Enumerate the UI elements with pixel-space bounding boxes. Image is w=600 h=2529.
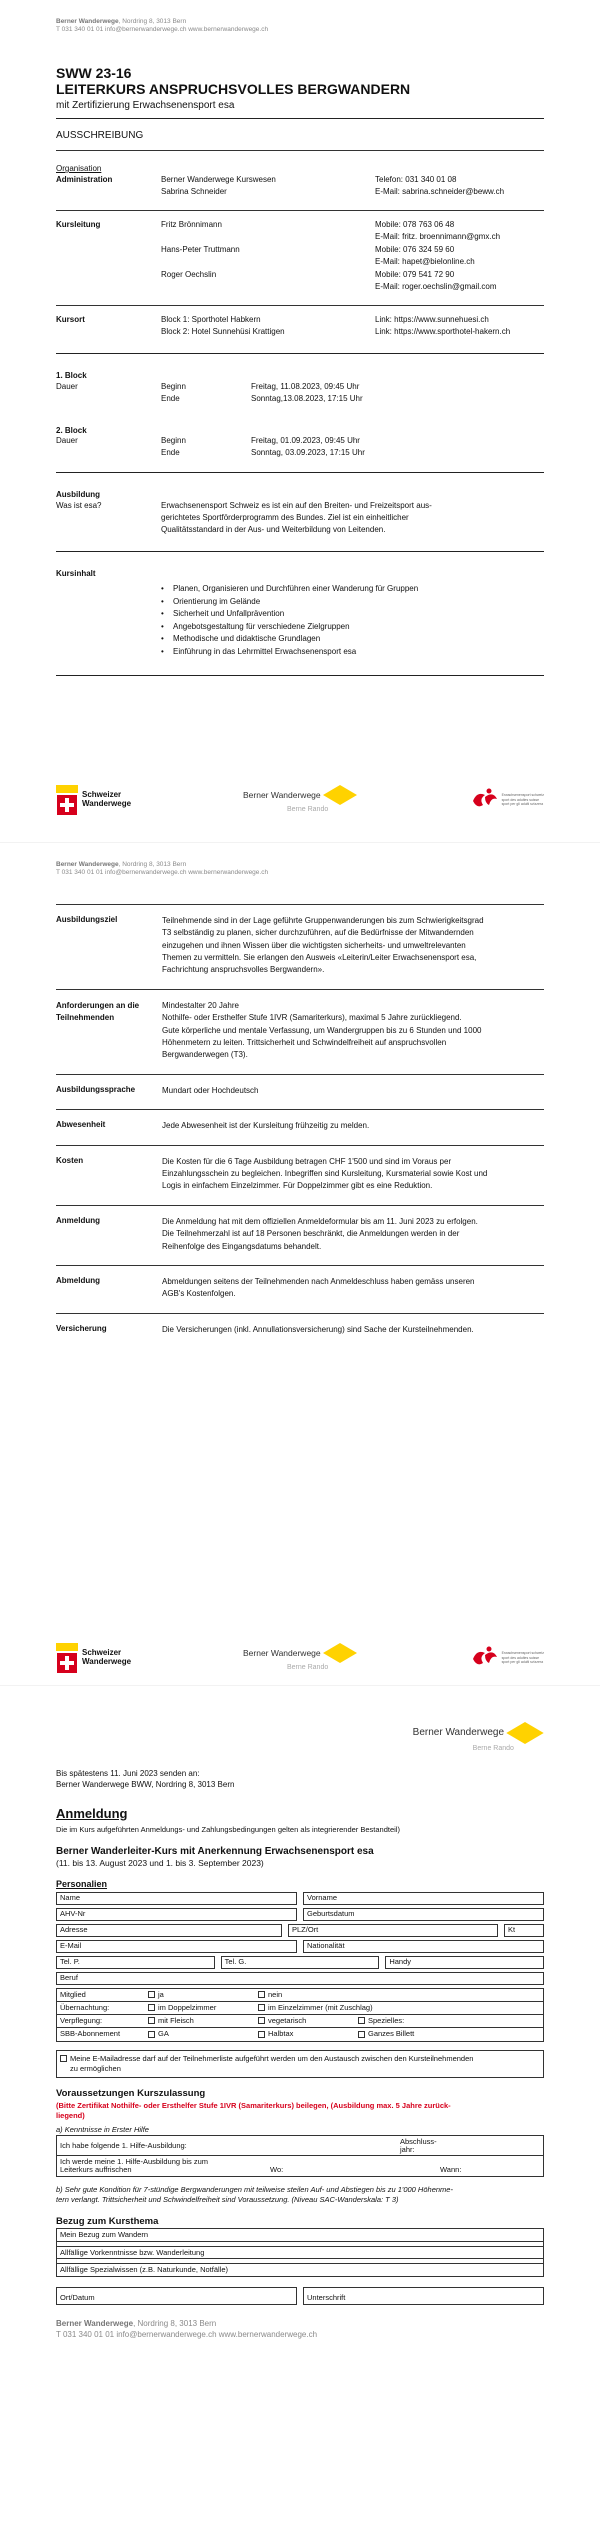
divider <box>56 472 544 473</box>
handy-field[interactable]: Handy <box>385 1956 544 1969</box>
yellow-diamond-icon <box>506 1722 544 1744</box>
schweizer-wanderwege-logo: Schweizer Wanderwege <box>56 783 131 817</box>
leiter-entry <box>161 270 500 294</box>
yellow-diamond-icon <box>323 1643 357 1663</box>
ort-datum-field[interactable]: Ort/Datum <box>56 2287 297 2305</box>
doc-subtitle: mit Zertifizierung Erwachsenensport esa <box>56 100 235 112</box>
ausbildungsziel-section: Ausbildungsziel Teilnehmende sind in der Lage geführte Gruppenwanderungen bis zum Schwierigkeitsgrad T3 selbständig zu planen, sicher durchzuführen, auf die Bedürfnisse der Mitwandernden einzugehen und ihnen Wissen über die wichtigsten sicherheits- und umweltrelevanten Themen zu vermitteln. Sie erlangen den Ausweis «Leiterin/Leiter Erwachsenensport esa, Fachrichtung anspruchsvolles Bergwandern». <box>56 904 544 989</box>
ausbildung-text: Qualitätsstandard in der Aus- und Weiterbildung von Leitenden. <box>161 525 386 535</box>
ende-value: Sonntag, 03.09.2023, 17:15 Uhr <box>251 448 365 458</box>
beginn-label: Beginn <box>161 436 186 446</box>
kursinhalt-section <box>56 557 544 665</box>
section-label: Abwesenheit <box>56 1120 106 1130</box>
course-code: SWW 23-16 <box>56 64 132 81</box>
divider <box>56 150 544 151</box>
sbb-label: SBB-Abonnement <box>60 2029 121 2039</box>
leiter-email: E-Mail: roger.oechslin@gmail.com <box>375 281 497 291</box>
page-2 <box>0 843 600 1686</box>
adresse-field[interactable]: Adresse <box>56 1924 282 1937</box>
unterschrift-field[interactable]: Unterschrift <box>303 2287 544 2305</box>
esa-logo: Erwachsenensport schweiz sport des adultes suisse sport per gli adulti svizzera <box>469 787 544 813</box>
mitglied-nein-checkbox[interactable] <box>258 1991 265 1998</box>
leiter-email: E-Mail: fritz. broennimann@gmx.ch <box>375 231 501 241</box>
beginn-value: Freitag, 11.08.2023, 09:45 Uhr <box>251 381 360 391</box>
ahv-field[interactable]: AHV-Nr <box>56 1908 297 1921</box>
letterhead-address: , Nordring 8, 3013 Bern <box>118 18 187 25</box>
organisation-section <box>56 156 544 205</box>
form-logo: Berner Wanderwege Berne Rando <box>56 1722 544 1753</box>
personalien-heading: Personalien <box>56 1878 108 1889</box>
leiter-mobile: Mobile: 079 541 72 90 <box>375 269 455 279</box>
kursort-name: Block 1: Sporthotel Habkern <box>161 314 261 324</box>
leiter-name: Roger Oechslin <box>161 269 217 279</box>
tel-p-field[interactable]: Tel. P. <box>56 1956 215 1969</box>
divider <box>56 118 544 119</box>
list-item: • Orientierung im Gelände <box>161 597 544 610</box>
block-title: 1. Block <box>56 370 87 380</box>
list-item: • Angebotsgestaltung für verschiedene Zielgruppen <box>161 622 544 635</box>
admin-person: Sabrina Schneider <box>161 186 227 196</box>
dauer-label: Dauer <box>56 381 78 391</box>
dauer-label: Dauer <box>56 436 78 446</box>
kursort-name: Block 2: Hotel Sunnehüsi Krattigen <box>161 326 285 336</box>
vegetarisch-checkbox[interactable] <box>258 2017 265 2024</box>
kursort-section <box>56 311 544 345</box>
ga-checkbox[interactable] <box>148 2031 155 2038</box>
spezialwissen-field[interactable]: Allfällige Spezialwissen (z.B. Naturkunde, Notfälle) <box>57 2263 543 2276</box>
sprache-section: Ausbildungssprache Mundart oder Hochdeutsch <box>56 1074 544 1109</box>
letterhead: Berner Wanderwege, Nordring 8, 3013 Bern T 031 340 01 01 info@bernerwanderwege.ch www.bernerwanderwege.ch <box>56 861 269 877</box>
wann-field[interactable]: Wann: <box>440 2165 462 2175</box>
logo-strip <box>56 1638 544 1678</box>
leiter-name: Fritz Brönnimann <box>161 219 222 229</box>
anforderungen-section: Anforderungen an die Teilnehmenden Mindestalter 20 Jahre Nothilfe- oder Ersthelfer Stufe 1IVR (Samariterkurs), maximal 5 Jahre zurückliegend. Gute körperliche und mentale Verfassung, um Wandergruppen bis zu 6 Stunden und 1000 Höhenmetern zu leiten. Trittsicherheit und Schwindelfreiheit auf anspruchsvollen Bergwanderwegen (T3). <box>56 989 544 1074</box>
admin-label: Administration <box>56 174 113 184</box>
letterhead-contact: T 031 340 01 01 info@bernerwanderwege.ch www.bernerwanderwege.ch <box>56 26 269 34</box>
spezielles-checkbox[interactable] <box>358 2017 365 2024</box>
voraussetzungen-note: (Bitte Zertifikat Nothilfe- oder Ersthelfer Stufe 1IVR (Samariterkurs) beilegen, (Ausbildung max. 5 Jahre zurück- <box>56 2100 451 2110</box>
leiter-mobile: Mobile: 078 763 06 48 <box>375 219 455 229</box>
list-item: • Methodische und didaktische Grundlagen <box>161 634 544 647</box>
kursort-link[interactable]: Link: https://www.sunnehuesi.ch <box>375 314 489 324</box>
kursort-link[interactable]: Link: https://www.sporthotel-hakern.ch <box>375 326 511 336</box>
doc-title <box>56 65 544 97</box>
form-title: Anmeldung <box>56 1806 128 1822</box>
admin-row <box>56 175 544 199</box>
divider <box>56 210 544 211</box>
esa-icon <box>469 1645 499 1671</box>
tel-g-field[interactable]: Tel. G. <box>221 1956 380 1969</box>
section-label: Abmeldung <box>56 1275 100 1285</box>
kondition-text: b) Sehr gute Kondition für 7-stündige Bergwanderungen mit teilweise steilen Auf- und Abstiegen bis zu 1'000 Höhenme- tern verlangt. Trittsicherheit und Schwindelfreiheit sind Voraussetzung. (Niveau SAC-Wanderskala: T 3) <box>56 2185 453 2205</box>
kursleitung-section <box>56 216 544 300</box>
options-grid: Mitglied ja nein Übernachtung: im Doppelzimmer im Einzelzimmer (mit Zuschlag) Verpflegung: mit Fleisch vegetarisch Spezielles: SBB-Abonnement GA Halbtax Ganzes Billett <box>56 1988 544 2042</box>
consent-checkbox[interactable] <box>60 2055 67 2062</box>
ausbildung-text: Erwachsenensport Schweiz es ist ein auf den Breiten- und Freizeitsport aus- <box>161 501 432 511</box>
bezug-heading: Bezug zum Kursthema <box>56 2215 159 2227</box>
list-item: • Einführung in das Lehrmittel Erwachsenensport esa <box>161 647 544 660</box>
swiss-cross-icon <box>56 783 78 817</box>
beginn-value: Freitag, 01.09.2023, 09:45 Uhr <box>251 436 360 446</box>
kursort-label: Kursort <box>56 314 85 324</box>
swiss-cross-icon <box>56 1641 78 1675</box>
block-1-section <box>56 359 544 412</box>
voraussetzungen-heading: Voraussetzungen Kurszulassung <box>56 2088 206 2100</box>
ausbildung-section <box>56 478 544 543</box>
form-dates: (11. bis 13. August 2023 und 1. bis 3. September 2023) <box>56 1858 264 1869</box>
erste-hilfe-field[interactable]: Ich habe folgende 1. Hilfe-Ausbildung: <box>60 2140 187 2150</box>
section-label: Versicherung <box>56 1323 107 1333</box>
beginn-label: Beginn <box>161 381 186 391</box>
abmeldung-section: Abmeldung Abmeldungen seitens der Teilnehmenden nach Anmeldeschluss haben gemäss unseren AGB's Kostenfolgen. <box>56 1265 544 1313</box>
bezug-table <box>56 2228 544 2277</box>
logo-strip <box>56 780 544 820</box>
anmeldung-section: Anmeldung Die Anmeldung hat mit dem offiziellen Anmeldeformular bis am 11. Juni 2023 zu erfolgen. Die Teilnehmerzahl ist auf 18 Personen beschränkt, die Anmeldungen werden in der Reihenfolge des Eingangsdatums behandelt. <box>56 1205 544 1265</box>
divider <box>56 353 544 354</box>
berner-wanderwege-logo: Berner Wanderwege Berne Rando <box>243 1643 357 1672</box>
esa-logo: Erwachsenensport schweiz sport des adultes suisse sport per gli adulti svizzera <box>469 1645 544 1671</box>
letterhead <box>56 18 544 35</box>
fleisch-checkbox[interactable] <box>148 2017 155 2024</box>
leiter-entry <box>161 220 500 244</box>
email-field[interactable]: E-Mail <box>56 1940 297 1953</box>
ende-label: Ende <box>161 448 180 458</box>
verpflegung-label: Verpflegung: <box>60 2015 103 2025</box>
berner-wanderwege-logo: Berner Wanderwege Berne Rando <box>243 785 357 814</box>
schweizer-wanderwege-logo: Schweizer Wanderwege <box>56 1641 131 1675</box>
organisation-heading: Organisation <box>56 164 102 174</box>
mitglied-ja-checkbox[interactable] <box>148 1991 155 1998</box>
einzelzimmer-checkbox[interactable] <box>258 2004 265 2011</box>
nationalitaet-field[interactable]: Nationalität <box>303 1940 544 1953</box>
letterhead-org: Berner Wanderwege <box>56 18 119 25</box>
list-item: • Planen, Organisieren und Durchführen einer Wanderung für Gruppen <box>161 584 544 597</box>
admin-dept: Berner Wanderwege Kurswesen <box>161 174 276 184</box>
section-label: Ausbildungsziel <box>56 914 118 924</box>
ausbildung-text: gerichtetes Sportförderprogramm des Bundes. Ziel ist ein einheitlicher <box>161 513 409 523</box>
esa-icon <box>469 787 499 813</box>
kursinhalt-list <box>161 584 544 659</box>
ende-value: Sonntag,13.08.2023, 17:15 Uhr <box>251 393 363 403</box>
page-1 <box>0 0 600 843</box>
course-name: LEITERKURS ANSPRUCHSVOLLES BERGWANDERN <box>56 80 411 97</box>
ende-label: Ende <box>161 393 180 403</box>
form-note: Die im Kurs aufgeführten Anmeldungs- und Zahlungsbedingungen gelten als integrierender Bestandteil) <box>56 1824 400 1834</box>
kursleitung-label: Kursleitung <box>56 219 101 229</box>
consent-box: Meine E-Mailadresse darf auf der Teilnehmerliste aufgeführt werden um den Austausch zwischen den Kursteilnehmenden zu ermöglichen <box>56 2050 544 2078</box>
personalien-fields <box>56 1892 544 1985</box>
beruf-field[interactable]: Beruf <box>56 1972 544 1985</box>
bezug-field[interactable]: Mein Bezug zum Wandern <box>57 2229 543 2242</box>
versicherung-section: Versicherung Die Versicherungen (inkl. Annullationsversicherung) sind Sache der Kursteilnehmenden. <box>56 1313 544 1348</box>
erste-hilfe-title: a) Kenntnisse in Erster Hilfe <box>56 2125 149 2135</box>
leiter-name: Hans-Peter Truttmann <box>161 244 240 254</box>
footer: Berner Wanderwege, Nordring 8, 3013 Bern T 031 340 01 01 info@bernerwanderwege.ch www.bernerwanderwege.ch <box>56 2319 318 2340</box>
send-to: Bis spätestens 11. Juni 2023 senden an: Berner Wanderwege BWW, Nordring 8, 3013 Bern <box>56 1769 235 1790</box>
divider <box>56 675 544 676</box>
kosten-section: Kosten Die Kosten für die 6 Tage Ausbildung betragen CHF 1'500 und sind im Voraus per Einzahlungsschein zu begleichen. Inbegriffen sind Kursleitung, Kursmaterial sowie Kost und Logis in einfachem Einzelzimmer. Für Doppelzimmer gibt es eine Reduktion. <box>56 1145 544 1205</box>
leiter-email: E-Mail: hapet@bielonline.ch <box>375 256 475 266</box>
wo-field[interactable]: Wo: <box>270 2165 284 2175</box>
ausbildung-label: Was ist esa? <box>56 501 102 511</box>
section-label: Ausbildungssprache <box>56 1084 136 1094</box>
section-label: Anmeldung <box>56 1215 100 1225</box>
page-3: Berner Wanderwege Berne Rando Bis spätestens 11. Juni 2023 senden an: Berner Wanderwege BWW, Nordring 8, 3013 Bern Anmeldung Die im Kurs aufgeführten Anmeldungs- und Zahlungsbedingungen gelten als integrierender Bestandteil) Berner Wanderleiter-Kurs mit Anerkennung Erwachsenensport esa (11. bis 13. August 2023 und 1. bis 3. September 2023) Personalien Name Vorname AHV-Nr Geburtsdatum Adresse PLZ/Ort Kt E-Mail Nationalität Tel. P. Tel. G. Handy Beruf Mitglied ja nein Übernachtung: im Doppelzimmer im Einzelzimmer (mit Zuschlag) Verpflegung: mit Fleisch vegetarisch Spezielles: SBB-Abonnement GA Halbtax Ganzes Billett Meine E-Mailadresse darf auf der Teilnehmerliste aufgeführt werden um den Austausch zwischen den Kursteilnehmenden zu ermöglichen Voraussetzungen Kurszulassung (Bitte Zertifikat Nothilfe- oder Ersthelfer Stufe 1IVR (Samariterkurs) beilegen, (Ausbildung max. 5 Jahre zurück- liegend) a) Kenntnisse in Erster Hilfe Ich habe folgende 1. Hilfe-Ausbildung: Abschluss- jahr: Ich werde meine 1. Hilfe-Ausbildung bis zum Leiterkurs auffrischen Wo: Wann: b) Sehr gute Kondition für 7-stündige Bergwanderungen mit teilweise steilen Auf- und Abstiegen bis zu 1'000 Höhenme- tern verlangt. Trittsicherheit und Schwindelfreiheit sind Voraussetzung. (Niveau SAC-Wanderskala: T 3) Bezug zum Kursthema Mein Bezug zum Wandern Allfällige Vorkenntnisse bzw. Wanderleitung Allfällige Spezialwissen (z.B. Naturkunde, Notfälle) Ort/Datum Unterschrift Berner Wanderwege, Nordring 8, 3013 Bern T 031 340 01 01 info@bernerwanderwege.ch www.bernerwanderwege.ch <box>0 1686 600 2529</box>
plz-ort-field[interactable]: PLZ/Ort <box>288 1924 498 1937</box>
leiter-mobile: Mobile: 076 324 59 60 <box>375 244 455 254</box>
name-field[interactable]: Name <box>56 1892 297 1905</box>
admin-email: E-Mail: sabrina.schneider@beww.ch <box>375 186 505 196</box>
form-course: Berner Wanderleiter-Kurs mit Anerkennung Erwachsenensport esa <box>56 1845 374 1857</box>
halbtax-checkbox[interactable] <box>258 2031 265 2038</box>
section-label: Kosten <box>56 1155 84 1165</box>
ausbildung-title: Ausbildung <box>56 490 100 500</box>
section-heading: AUSSCHREIBUNG <box>56 129 144 141</box>
divider <box>56 305 544 306</box>
section-label: Anforderungen an die Teilnehmenden <box>56 1000 140 1023</box>
block-2-section <box>56 412 544 467</box>
leiter-entry <box>161 245 500 269</box>
admin-phone: Telefon: 031 340 01 08 <box>375 174 457 184</box>
divider <box>56 551 544 552</box>
mitglied-label: Mitglied <box>60 1989 86 1999</box>
uebernachtung-label: Übernachtung: <box>60 2002 110 2012</box>
vorname-field[interactable]: Vorname <box>303 1892 544 1905</box>
abwesenheit-section: Abwesenheit Jede Abwesenheit ist der Kursleitung frühzeitig zu melden. <box>56 1109 544 1144</box>
block-title: 2. Block <box>56 425 87 435</box>
yellow-diamond-icon <box>323 785 357 805</box>
kursinhalt-title: Kursinhalt <box>56 569 96 579</box>
geburtsdatum-field[interactable]: Geburtsdatum <box>303 1908 544 1921</box>
vorkenntnisse-field[interactable]: Allfällige Vorkenntnisse bzw. Wanderleitung <box>57 2246 543 2259</box>
list-item: • Sicherheit und Unfallprävention <box>161 609 544 622</box>
doppelzimmer-checkbox[interactable] <box>148 2004 155 2011</box>
ganzes-billett-checkbox[interactable] <box>358 2031 365 2038</box>
erste-hilfe-table: Ich habe folgende 1. Hilfe-Ausbildung: Abschluss- jahr: Ich werde meine 1. Hilfe-Ausbildung bis zum Leiterkurs auffrischen Wo: Wann: <box>56 2135 544 2177</box>
kanton-field[interactable]: Kt <box>504 1924 544 1937</box>
